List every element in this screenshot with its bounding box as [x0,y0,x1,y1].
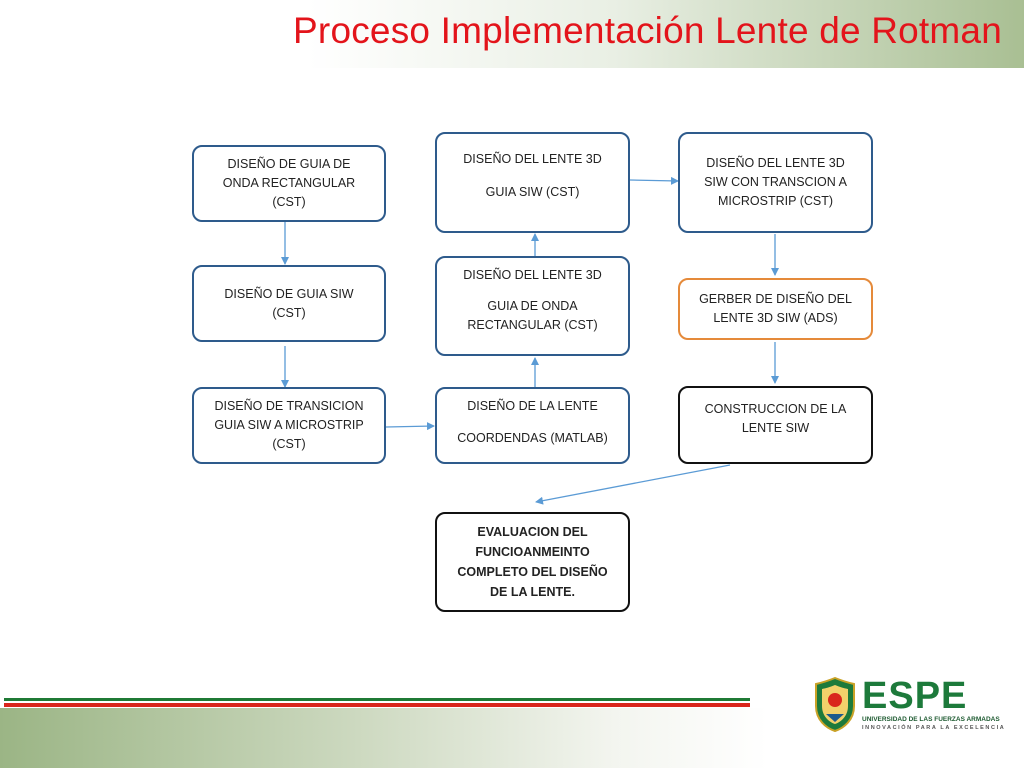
node-line: FUNCIOANMEINTO [475,545,590,559]
node-line: DE LA LENTE. [490,585,575,599]
node-line: COMPLETO DEL DISEÑO [457,565,608,579]
node-lente-coordenadas [435,387,630,464]
footer-red-stripe [4,703,750,707]
espe-logo [812,674,1006,734]
footer-green-stripe [4,698,750,701]
node-line: ONDA RECTANGULAR [222,176,356,190]
arrow-3-6 [386,426,434,427]
node-line: CONSTRUCCION DE LA [704,402,847,416]
logo-motto: INNOVACIÓN PARA LA EXCELENCIA [862,725,1006,731]
node-line: DISEÑO DE LA LENTE [467,399,598,413]
node-line: SIW CON TRANSCION A [704,175,847,189]
node-line: EVALUACION DEL [477,525,588,539]
node-lente-3d-siw-microstrip [678,132,873,233]
node-evaluacion-funcionamiento [435,512,630,612]
node-line: DISEÑO DEL LENTE 3D [463,152,602,166]
node-gerber-ads [678,278,873,340]
logo-subtitle: UNIVERSIDAD DE LAS FUERZAS ARMADAS [862,716,1000,723]
arrow-4-7 [630,180,678,181]
node-line: DISEÑO DEL LENTE 3D [706,156,845,170]
node-line: LENTE SIW [741,421,810,435]
node-line: LENTE 3D SIW (ADS) [713,311,838,325]
node-line: DISEÑO DEL LENTE 3D [463,268,602,282]
node-line: DISEÑO DE TRANSICION [214,399,364,413]
slide-title: Proceso Implementación Lente de Rotman [293,10,1002,51]
node-line: (CST) [272,195,306,209]
arrow-9-10 [536,465,730,502]
node-line: GUIA SIW A MICROSTRIP [214,418,364,432]
node-guia-onda-rectangular [192,145,386,222]
node-lente-3d-guia-onda [435,256,630,356]
node-construccion-lente [678,386,873,464]
node-line: (CST) [272,437,306,451]
node-line: DISEÑO DE GUIA DE [227,157,351,171]
logo-wordmark: ESPE [862,675,968,717]
node-line: GERBER DE DISEÑO DEL [699,292,852,306]
node-guia-siw [192,265,386,342]
node-line: GUIA DE ONDA [487,299,578,313]
crest-icon [812,676,858,732]
node-line: MICROSTRIP (CST) [717,194,834,208]
node-line: DISEÑO DE GUIA SIW [224,286,354,301]
node-line: (CST) [272,305,306,320]
node-lente-3d-guia-siw [435,132,630,233]
node-transicion-microstrip [192,387,386,464]
node-line: COORDENDAS (MATLAB) [457,431,608,445]
node-line: RECTANGULAR (CST) [467,318,598,332]
node-line: GUIA SIW (CST) [485,185,580,199]
